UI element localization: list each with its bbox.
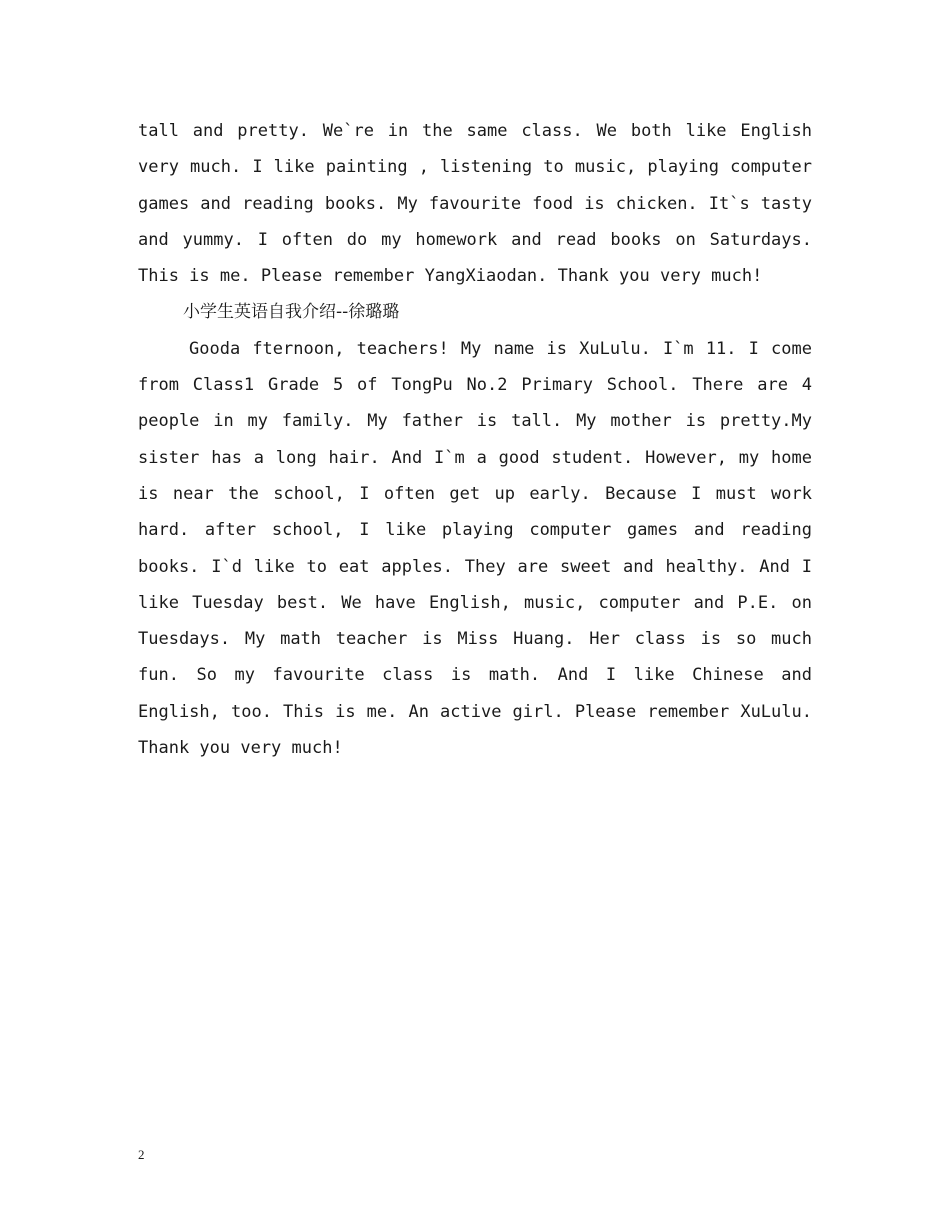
section-heading: 小学生英语自我介绍--徐璐璐: [183, 302, 400, 323]
page-number: 2: [138, 1147, 145, 1162]
paragraph-yang-xiaodan-ending: tall and pretty. We`re in the same class. We both like English very much. I like painting , listening to music, playing computer games and reading books. My favourite food is chicken. It`s tasty and yummy. I often do my homework and read books on Saturdays. This is me. Please remember YangXiaodan. Thank you very much!: [138, 121, 812, 287]
paragraph-xu-lulu-introduction: Gooda fternoon, teachers! My name is XuLulu. I`m 11. I come from Class1 Grade 5 of TongPu No.2 Primary School. There are 4 people in my family. My father is tall. My mother is pretty.My sister has a long hair. And I`m a good student. However, my home is near the school, I often get up early. Because I must work hard. after school, I like playing computer games and reading books. I`d like to eat apples. They are sweet and healthy. And I like Tuesday best. We have English, music, computer and P.E. on Tuesdays. My math teacher is Miss Huang. Her class is so much fun. So my favourite class is math. And I like Chinese and English, too. This is me. An active girl. Please remember XuLulu. Thank you very much!: [138, 338, 812, 759]
document-body: [138, 113, 812, 766]
